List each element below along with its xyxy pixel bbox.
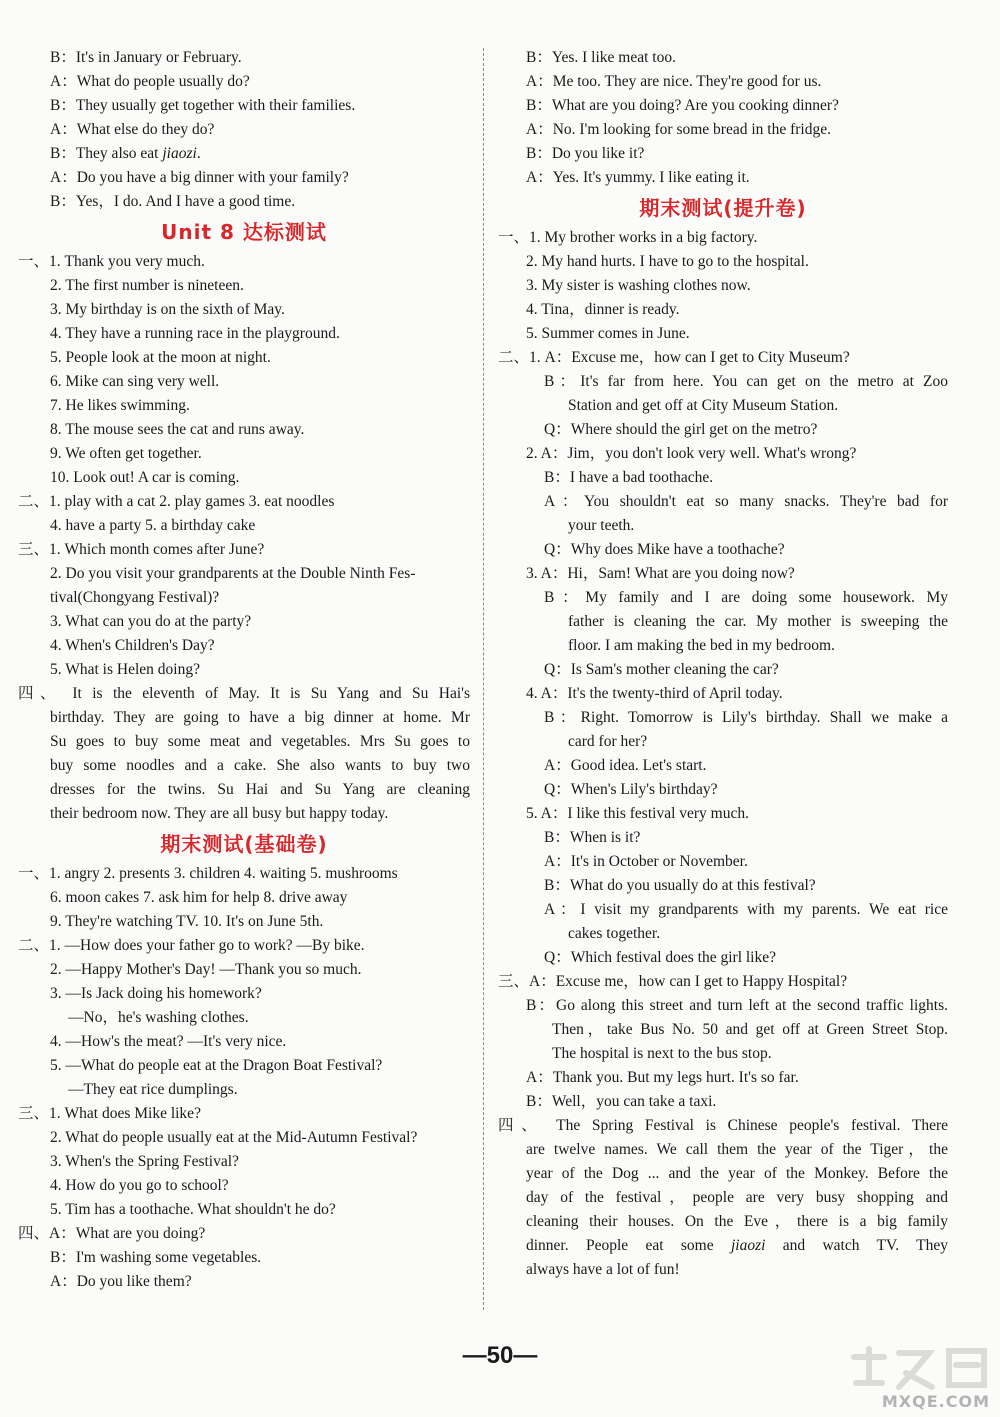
text-line: Q：Why does Mike have a toothache? [544, 541, 785, 558]
text-line: —They eat rice dumplings. [68, 1081, 238, 1098]
text-line: A：Me too. They are nice. They're good for us. [526, 73, 822, 90]
text-line: B：What do you usually do at this festival? [544, 877, 816, 894]
text-line: 5. Tim has a toothache. What shouldn't he do? [50, 1201, 336, 1218]
text-line: B：I'm washing some vegetables. [50, 1249, 262, 1266]
text-line: 三、1. What does Mike like? [18, 1105, 201, 1122]
text-line: 2. —Happy Mother's Day! —Thank you so much. [50, 961, 362, 978]
text-line: 5. —What do people eat at the Dragon Boat Festival? [50, 1057, 383, 1074]
text-line: year of the Dog ... and the year of the Monkey. Before the [526, 1165, 948, 1182]
text-line: 3. What can you do at the party? [50, 613, 252, 630]
text-line: 4. —How's the meat? —It's very nice. [50, 1033, 287, 1050]
text-line: B：What are you doing? Are you cooking dinner? [526, 97, 839, 114]
text-line: birthday. They are going to have a big dinner at home. Mr [50, 709, 470, 726]
text-line: dresses for the twins. Su Hai and Su Yang are cleaning [50, 781, 470, 798]
text-line: Station and get off at City Museum Station. [568, 397, 839, 414]
text-line: 2. My hand hurts. I have to go to the hospital. [526, 253, 809, 270]
text-line: Then，take Bus No. 50 and get off at Green Street Stop. [552, 1021, 948, 1038]
text-line: 2. The first number is nineteen. [50, 277, 244, 294]
text-line: B：Do you like it? [526, 145, 645, 162]
text-line: 5. Summer comes in June. [526, 325, 690, 342]
text-line: their bedroom now. They are all busy but happy today. [50, 805, 389, 822]
text-line: A：Good idea. Let's start. [544, 757, 707, 774]
text-line: B：Go along this street and turn left at the second traffic lights. [526, 997, 948, 1014]
text-line: B：I have a bad toothache. [544, 469, 714, 486]
text-line: 3. My sister is washing clothes now. [526, 277, 751, 294]
text-line: 四、 The Spring Festival is Chinese people's festival. There [498, 1117, 948, 1134]
text-line: 7. He likes swimming. [50, 397, 190, 414]
text-line: 四、A：What are you doing? [18, 1225, 206, 1242]
text-line: card for her? [568, 733, 648, 750]
text-line: B：When is it? [544, 829, 641, 846]
text-line: B：Right. Tomorrow is Lily's birthday. Shall we make a [544, 709, 948, 726]
text-line: tival(Chongyang Festival)? [50, 589, 220, 606]
text-line: always have a lot of fun! [526, 1261, 680, 1278]
text-line: 2. Do you visit your grandparents at the Double Ninth Fes- [50, 565, 416, 582]
text-line: B：My family and I are doing some housework. My [544, 589, 948, 606]
text-line: 4. Tina，dinner is ready. [526, 301, 680, 318]
text-line: dinner. People eat some jiaozi and watch TV. They [526, 1237, 948, 1254]
text-line: 6. moon cakes 7. ask him for help 8. drive away [50, 889, 348, 906]
text-line: B：It's in January or February. [50, 49, 242, 66]
text-line: day of the festival，people are very busy shopping and [526, 1189, 948, 1206]
text-line: 2. What do people usually eat at the Mid-Autumn Festival? [50, 1129, 418, 1146]
text-line: 4. have a party 5. a birthday cake [50, 517, 256, 534]
text-line: 一、1. angry 2. presents 3. children 4. waiting 5. mushrooms [18, 865, 398, 882]
text-line: Q：When's Lily's birthday? [544, 781, 718, 798]
text-line: 5. What is Helen doing? [50, 661, 200, 678]
text-line: 4. A：It's the twenty-third of April today. [526, 685, 783, 702]
text-line: A：It's in October or November. [544, 853, 748, 870]
watermark-text: MXQE.COM [881, 1392, 990, 1411]
text-line: 二、1. —How does your father go to work? —By bike. [18, 937, 365, 954]
text-line: 6. Mike can sing very well. [50, 373, 220, 390]
text-line: A：What do people usually do? [50, 73, 250, 90]
text-line: Q：Which festival does the girl like? [544, 949, 777, 966]
text-line: —No，he's washing clothes. [68, 1009, 249, 1026]
text-line: 三、A：Excuse me，how can I get to Happy Hospital? [498, 973, 848, 990]
text-line: A：No. I'm looking for some bread in the fridge. [526, 121, 831, 138]
text-line: A：Do you have a big dinner with your family? [50, 169, 349, 186]
text-line: A：Thank you. But my legs hurt. It's so far. [526, 1069, 799, 1086]
section-heading: 期末测试(提升卷) [639, 196, 807, 220]
text-line: 3. —Is Jack doing his homework? [50, 985, 262, 1002]
section-heading: 期末测试(基础卷) [160, 832, 328, 856]
text-line: Q：Where should the girl get on the metro? [544, 421, 818, 438]
text-line: 8. The mouse sees the cat and runs away. [50, 421, 305, 438]
text-line: your teeth. [568, 517, 635, 534]
text-line: 四、 It is the eleventh of May. It is Su Yang and Su Hai's [18, 685, 470, 702]
text-line: B：Well，you can take a taxi. [526, 1093, 717, 1110]
text-line: cakes together. [568, 925, 661, 942]
text-line: Su goes to buy some meat and vegetables. Mrs Su goes to [50, 733, 470, 750]
text-line: 二、1. play with a cat 2. play games 3. eat noodles [18, 493, 335, 510]
text-line: 三、1. Which month comes after June? [18, 541, 265, 558]
text-line: 9. They're watching TV. 10. It's on June 5th. [50, 913, 324, 930]
text-line: 3. A：Hi，Sam! What are you doing now? [526, 565, 795, 582]
text-line: 二、1. A：Excuse me，how can I get to City Museum? [498, 349, 850, 366]
text-line: 一、1. Thank you very much. [18, 253, 205, 270]
text-line: B：Yes，I do. And I have a good time. [50, 193, 296, 210]
text-line: A：Yes. It's yummy. I like eating it. [526, 169, 750, 186]
text-line: 4. They have a running race in the playground. [50, 325, 340, 342]
text-line: A：I visit my grandparents with my parents. We eat rice [544, 901, 948, 918]
left-column [18, 46, 470, 1294]
text-line: 10. Look out! A car is coming. [50, 469, 240, 486]
text-line: 9. We often get together. [50, 445, 202, 462]
text-line: cleaning their houses. On the Eve，there is a big family [526, 1213, 948, 1230]
text-line: 5. People look at the moon at night. [50, 349, 271, 366]
text-line: floor. I am making the bed in my bedroom. [568, 637, 835, 654]
text-line: Q：Is Sam's mother cleaning the car? [544, 661, 779, 678]
text-line: 3. When's the Spring Festival? [50, 1153, 239, 1170]
column-divider [483, 48, 484, 1310]
text-line: A：You shouldn't eat so many snacks. They're bad for [544, 493, 948, 510]
text-line: B：They also eat jiaozi. [50, 145, 201, 162]
right-column [498, 46, 948, 1282]
text-line: B：They usually get together with their families. [50, 97, 356, 114]
page-number: —50— [462, 1342, 538, 1369]
section-heading: Unit 8 达标测试 [161, 220, 327, 244]
text-line: 3. My birthday is on the sixth of May. [50, 301, 285, 318]
text-line: father is cleaning the car. My mother is sweeping the [568, 613, 948, 630]
text-line: 2. A：Jim，you don't look very well. What's wrong? [526, 445, 857, 462]
text-line: 4. How do you go to school? [50, 1177, 229, 1194]
text-line: B：Yes. I like meat too. [526, 49, 676, 66]
text-line: 一、1. My brother works in a big factory. [498, 229, 758, 246]
text-line: A：What else do they do? [50, 121, 215, 138]
text-line: A：Do you like them? [50, 1273, 192, 1290]
text-line: buy some noodles and a cake. She also wants to buy two [50, 757, 470, 774]
text-line: The hospital is next to the bus stop. [552, 1045, 772, 1062]
text-line: B：It's far from here. You can get on the metro at Zoo [544, 373, 948, 390]
text-line: 4. When's Children's Day? [50, 637, 215, 654]
text-line: 5. A：I like this festival very much. [526, 805, 749, 822]
text-line: are twelve names. We call them the year of the Tiger，the [526, 1141, 948, 1158]
